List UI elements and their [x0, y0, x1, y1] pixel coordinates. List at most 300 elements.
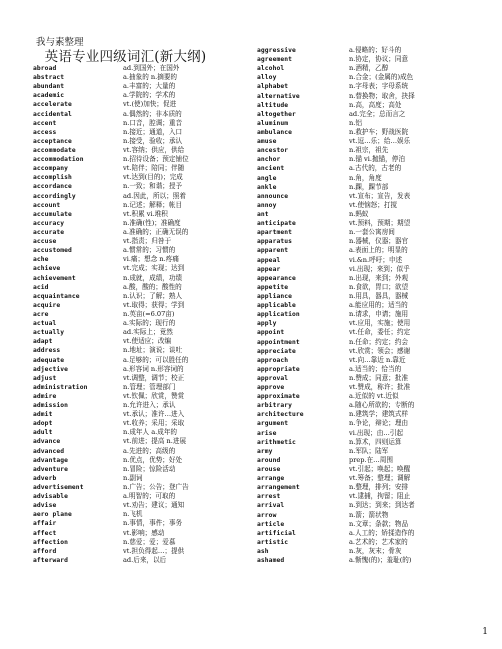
vocab-word: ash	[257, 548, 269, 556]
vocab-entry	[257, 319, 473, 328]
vocab-definition: n.蚂蚁	[349, 209, 369, 218]
vocab-word: argument	[257, 420, 289, 428]
vocab-word: administration	[33, 383, 88, 391]
vocab-word: abstract	[33, 74, 65, 82]
vocab-entry	[33, 264, 251, 273]
vocab-definition: n.事情，事件；事务	[123, 519, 183, 528]
vocab-word: approval	[257, 374, 289, 382]
vocab-entry	[33, 447, 251, 456]
vocab-word: achievement	[33, 274, 76, 282]
vocab-entry	[33, 392, 251, 401]
vocab-entry	[33, 529, 251, 538]
vocab-word: arrow	[257, 511, 277, 519]
vocab-word: acid	[33, 283, 49, 291]
vocab-word: artificial	[257, 529, 296, 537]
vocab-word: ankle	[257, 183, 277, 191]
vocab-entry	[257, 265, 473, 274]
vocab-word: admission	[33, 402, 69, 410]
vocab-entry	[33, 519, 251, 528]
vocab-entry	[257, 492, 473, 501]
vocab-definition: n.食欲，胃口；欲望	[349, 282, 409, 291]
vocab-word: appoint	[257, 329, 285, 337]
vocab-word: accordingly	[33, 192, 76, 200]
vocab-definition: n.合金；(金属的)成色	[349, 73, 414, 82]
vocab-word: agreement	[257, 56, 293, 64]
vocab-word: ant	[257, 210, 269, 218]
vocab-word: accidental	[33, 110, 72, 118]
vocab-definition: n.争论，辩论；理由	[349, 419, 409, 428]
vocab-word: accomplish	[33, 174, 72, 182]
page-number: 1	[482, 627, 488, 637]
vocab-entry	[257, 237, 473, 246]
vocab-entry	[257, 192, 473, 201]
vocab-entry	[33, 328, 251, 337]
vocab-entry	[257, 456, 473, 465]
vocab-word: arrival	[257, 502, 285, 510]
vocab-word: announce	[257, 192, 289, 200]
vocab-definition: n.准确(性)；准确度	[123, 218, 181, 227]
vocab-definition: vt.指责；归咎于	[123, 237, 172, 246]
vocab-definition: a.丰富的；大量的	[123, 82, 176, 91]
vocab-definition: n.踝，踝节部	[349, 182, 389, 191]
vocab-word: arrangement	[257, 484, 300, 492]
vocab-entry	[33, 82, 251, 91]
vocab-definition: ad.到国外；在国外	[123, 64, 180, 72]
vocab-definition: n.建筑学；建筑式样	[349, 410, 409, 419]
vocab-entry	[257, 474, 473, 483]
vocab-definition: a.人工的；矫揉造作的	[349, 528, 415, 537]
vocab-definition: a.先进的；高级的	[123, 446, 176, 455]
vocab-definition: a.准确的；正确无误的	[123, 227, 189, 236]
vocab-word: accompany	[33, 165, 69, 173]
vocab-definition: n.祖宗，祖先	[349, 146, 389, 155]
vocab-word: anticipate	[257, 220, 296, 228]
vocab-word: alphabet	[257, 83, 289, 91]
vocab-word: accumulate	[33, 210, 72, 218]
vocab-word: appreciate	[257, 347, 296, 355]
vocab-entry	[33, 419, 251, 428]
vocab-definition: vt.达到(目的)；完成	[123, 173, 183, 182]
vocab-word: adequate	[33, 356, 65, 364]
vocab-definition: n.灰，灰末；骨灰	[349, 547, 402, 556]
vocab-definition: a.随心所欲的；专断的	[349, 401, 415, 410]
vocab-entry	[33, 164, 251, 173]
vocab-definition: n.字母表；字母系统	[349, 82, 409, 91]
vocab-definition: vt.应用，实施；使用	[349, 319, 411, 328]
vocab-definition: vt.钦佩；欣赏，赞赏	[123, 391, 185, 400]
vocab-definition: vt.使恼怒；打搅	[349, 200, 398, 209]
vocab-word: amuse	[257, 138, 277, 146]
vocab-word: approve	[257, 384, 285, 392]
vocab-entry	[257, 347, 473, 356]
vocab-word: afford	[33, 547, 57, 555]
vocab-entry	[257, 511, 473, 520]
vocab-entry	[33, 100, 251, 109]
vocab-entry	[33, 192, 251, 201]
vocab-entry	[33, 201, 251, 210]
vocab-word: accommodate	[33, 146, 76, 154]
vocab-definition: n.副词	[123, 473, 143, 482]
vocab-definition: a.近似的 vt.近似	[349, 392, 399, 401]
vocab-definition: n.军队；陆军	[349, 446, 389, 455]
vocab-word: admit	[33, 411, 53, 419]
vocab-definition: n.赞成；同意；批准	[349, 373, 409, 382]
vocab-entry	[33, 128, 251, 137]
vocab-word: arise	[257, 429, 277, 437]
vocab-word: alcohol	[257, 65, 285, 73]
vocab-definition: a.实际的；现行的	[123, 319, 176, 328]
vocab-definition: a.惭愧(的)；羞耻(的)	[349, 556, 412, 565]
vocab-definition: n.到达；到来；到达者	[349, 501, 415, 510]
vocab-word: adapt	[33, 338, 53, 346]
vocab-entry	[33, 492, 251, 501]
vocab-word: academic	[33, 92, 65, 100]
vocab-word: accelerate	[33, 101, 72, 109]
vocab-word: applicable	[257, 302, 296, 310]
vocab-definition: vt.(使)加快；促进	[123, 100, 177, 109]
vocab-word: adopt	[33, 420, 53, 428]
vocab-definition: n.出现，来到；外观	[349, 273, 409, 282]
vocab-word: ache	[33, 256, 49, 264]
vocab-entry	[257, 328, 473, 337]
vocab-word: account	[33, 201, 61, 209]
vocab-word: arouse	[257, 466, 281, 474]
vocab-entry	[33, 64, 251, 73]
vocab-entry	[33, 538, 251, 547]
vocab-entry	[257, 438, 473, 447]
vocab-entry	[257, 520, 473, 529]
vocab-entry	[257, 465, 473, 474]
vocab-definition: vt.逗…乐；给…娱乐	[349, 137, 411, 146]
vocab-definition: a.惯常的；习惯的	[123, 246, 176, 255]
vocab-entry	[257, 529, 473, 538]
vocab-entry	[33, 474, 251, 483]
vocab-definition: a.足够的；可以胜任的	[123, 355, 189, 364]
vocab-entry	[257, 256, 473, 265]
vocab-word: around	[257, 456, 281, 464]
vocab-word: accommodation	[33, 156, 84, 164]
vocab-definition: n.接受，验收；承认	[123, 136, 183, 145]
vocab-word: acceptance	[33, 137, 72, 145]
vocab-word: arrest	[257, 493, 281, 501]
vocab-entry	[33, 346, 251, 355]
vocab-word: arrange	[257, 475, 285, 483]
vocab-entry	[33, 210, 251, 219]
vocab-word: advantage	[33, 456, 69, 464]
vocab-definition: n.角，角度	[349, 173, 382, 182]
vocab-definition: ad.因此，所以；照着	[123, 191, 186, 200]
vocab-entry	[257, 110, 473, 119]
vocab-word: advance	[33, 438, 61, 446]
vocab-word: admire	[33, 392, 57, 400]
vocab-entry	[257, 164, 473, 173]
vocab-entry	[257, 483, 473, 492]
vocab-word: actual	[33, 320, 57, 328]
vocab-word: achieve	[33, 265, 61, 273]
vocab-word: accuse	[33, 238, 57, 246]
vocab-entry	[257, 146, 473, 155]
vocab-entry	[33, 510, 251, 519]
vocab-word: accent	[33, 119, 57, 127]
vocab-word: advise	[33, 502, 57, 510]
vocab-entry	[257, 137, 473, 146]
vocab-definition: vt.赞成，称许；批准	[349, 383, 411, 392]
vocab-entry	[257, 174, 473, 183]
vocab-definition: a.偶然的；非本质的	[123, 109, 182, 118]
vocab-entry	[257, 228, 473, 237]
vocab-definition: n.高，高度；高处	[349, 100, 402, 109]
vocab-entry	[257, 310, 473, 319]
vocab-definition: n.任命；约定；约会	[349, 337, 409, 346]
vocab-definition: ad.实际上；竟然	[123, 328, 173, 337]
vocab-entry	[257, 274, 473, 283]
vocab-entry	[257, 73, 473, 82]
vocab-word: acre	[33, 310, 49, 318]
vocab-definition: n.记述；解释；帐目	[123, 200, 183, 209]
vocab-word: apparent	[257, 247, 289, 255]
vocab-entry	[257, 283, 473, 292]
vocab-word: annoy	[257, 201, 277, 209]
vocab-entry	[33, 255, 251, 264]
vocab-definition: n.认识；了解；熟人	[123, 291, 183, 300]
vocab-definition: vt.取得；获得；学到	[123, 300, 185, 309]
vocab-definition: vt.担负得起…；提供	[123, 546, 185, 555]
vocab-word: apparatus	[257, 238, 293, 246]
vocab-word: adjust	[33, 374, 57, 382]
vocab-entry	[33, 137, 251, 146]
vocab-definition: vt.引起；唤起；唤醒	[349, 465, 411, 474]
vocab-definition: n.优点，优势；好处	[123, 455, 183, 464]
vocab-definition: vt.前进；提高 n.进展	[123, 437, 187, 446]
vocab-entry	[257, 301, 473, 310]
vocab-entry	[257, 419, 473, 428]
vocab-entry	[257, 155, 473, 164]
vocab-entry	[33, 365, 251, 374]
vocab-word: artistic	[257, 538, 289, 546]
vocab-entry	[257, 92, 473, 101]
vocab-definition: n.替换物；取舍，抉择	[349, 91, 415, 100]
vocab-word: abundant	[33, 83, 65, 91]
vocab-definition: vi.痛；想念 n.疼痛	[123, 255, 179, 264]
vocab-entry	[257, 410, 473, 419]
vocab-entry	[33, 410, 251, 419]
vocab-entry	[33, 274, 251, 283]
header-note: 我与素整理	[36, 37, 84, 48]
vocab-entry	[33, 383, 251, 392]
vocab-entry	[33, 337, 251, 346]
vocab-definition: vt.逮捕，拘留；阻止	[349, 492, 411, 501]
vocab-word: angle	[257, 174, 277, 182]
vocab-definition: n.广告；公告；登广告	[123, 483, 189, 492]
vocab-definition: ad.完全；总而言之	[349, 109, 406, 118]
vocab-word: ancient	[257, 165, 285, 173]
vocab-word: adverb	[33, 474, 57, 482]
vocab-definition: n.算术，四则运算	[349, 437, 402, 446]
vocab-entry	[33, 301, 251, 310]
vocab-word: altitude	[257, 101, 289, 109]
vocab-word: adjective	[33, 365, 69, 373]
vocab-entry	[257, 128, 473, 137]
vocab-entry	[33, 465, 251, 474]
vocab-word: appeal	[257, 256, 281, 264]
vocab-entry	[257, 46, 473, 55]
vocab-entry	[33, 155, 251, 164]
vocab-word: accordance	[33, 183, 72, 191]
vocab-word: affair	[33, 520, 57, 528]
vocab-definition: prep.在…周围	[349, 455, 393, 464]
vocab-definition: a.适当的；恰当的	[349, 364, 402, 373]
vocab-definition: a.学院的；学术的	[123, 91, 176, 100]
vocab-definition: n.飞机	[123, 510, 143, 519]
vocab-word: advertisement	[33, 484, 84, 492]
vocab-definition: vi.出现；由…引起	[349, 428, 404, 437]
vocab-word: ancestor	[257, 147, 289, 155]
vocab-word: actually	[33, 329, 65, 337]
vocab-definition: n.冒险；惊险活动	[123, 464, 176, 473]
vocab-definition: n.酒精，乙醇	[349, 64, 389, 73]
vocab-entry	[33, 246, 251, 255]
vocab-entry	[257, 383, 473, 392]
vocab-word: altogether	[257, 110, 296, 118]
vocab-definition: a.侵略的；好斗的	[349, 46, 402, 54]
vocab-word: apartment	[257, 229, 293, 237]
vocab-word: article	[257, 520, 285, 528]
vocab-entry	[257, 119, 473, 128]
vocab-word: appetite	[257, 283, 289, 291]
vocab-word: address	[33, 347, 61, 355]
vocab-word: aero plane	[33, 511, 72, 519]
right-vocab-column	[257, 46, 473, 565]
vocab-entry	[33, 237, 251, 246]
vocab-definition: vt.完成；实现；达到	[123, 264, 185, 273]
vocab-definition: n.地址；演说；谈吐	[123, 346, 183, 355]
vocab-entry	[257, 82, 473, 91]
vocab-definition: n.管理；管理部门	[123, 382, 176, 391]
vocab-entry	[33, 292, 251, 301]
vocab-word: army	[257, 447, 273, 455]
vocab-word: appliance	[257, 292, 293, 300]
vocab-entry	[33, 428, 251, 437]
vocab-entry	[33, 110, 251, 119]
vocab-word: apply	[257, 320, 277, 328]
vocab-definition: a.抽象的 n.摘要的	[123, 73, 178, 82]
vocab-entry	[257, 401, 473, 410]
vocab-definition: ad.后来，以后	[123, 555, 167, 564]
vocab-definition: a.形容词 n.形容词的	[123, 364, 184, 373]
vocab-word: accurate	[33, 228, 65, 236]
vocab-definition: n.协定，协议；同意	[349, 55, 409, 64]
vocab-entry	[257, 374, 473, 383]
vocab-entry	[257, 365, 473, 374]
vocab-entry	[257, 356, 473, 365]
vocab-definition: n.慈爱；爱；爱慕	[123, 537, 176, 546]
vocab-definition: n.允许进入；承认	[123, 401, 176, 410]
page-title: 英语专业四级词汇(新大纲)	[44, 49, 207, 65]
vocab-definition: vi.&n.呼吁；申述	[349, 255, 403, 264]
vocab-entry	[33, 73, 251, 82]
vocab-definition: a.古代的，古老的	[349, 164, 402, 173]
vocab-entry	[33, 547, 251, 556]
vocab-word: alternative	[257, 92, 300, 100]
vocab-definition: vt.劝告；建议；通知	[123, 501, 185, 510]
vocab-word: architecture	[257, 411, 304, 419]
vocab-word: alloy	[257, 74, 277, 82]
vocab-entry	[33, 119, 251, 128]
vocab-word: access	[33, 128, 57, 136]
vocab-word: appointment	[257, 338, 300, 346]
vocab-entry	[257, 55, 473, 64]
vocab-entry	[257, 392, 473, 401]
vocab-entry	[33, 401, 251, 410]
vocab-entry	[33, 501, 251, 510]
vocab-word: appearance	[257, 274, 296, 282]
vocab-entry	[257, 447, 473, 456]
vocab-word: afterward	[33, 556, 69, 564]
vocab-entry	[257, 64, 473, 73]
vocab-entry	[257, 538, 473, 547]
vocab-entry	[33, 146, 251, 155]
vocab-definition: n.英亩(=6.07亩)	[123, 309, 175, 318]
vocab-definition: vt.筹备；整理；调解	[349, 474, 411, 483]
vocab-entry	[33, 283, 251, 292]
vocab-word: advisable	[33, 493, 69, 501]
vocab-word: arbitrary	[257, 402, 293, 410]
vocab-definition: a.能应用的；适当的	[349, 301, 408, 310]
vocab-definition: vt.任命，委任；约定	[349, 328, 411, 337]
vocab-word: arithmetic	[257, 438, 296, 446]
vocab-definition: vt.承认；准许…进入	[123, 410, 185, 419]
vocab-word: adventure	[33, 465, 69, 473]
vocab-entry	[33, 374, 251, 383]
vocab-definition: n.救护车；野战医院	[349, 127, 409, 136]
vocab-definition: n.接近；通道，入口	[123, 127, 183, 136]
vocab-entry	[257, 292, 473, 301]
vocab-entry	[33, 182, 251, 191]
vocab-word: accustomed	[33, 247, 72, 255]
vocab-entry	[257, 429, 473, 438]
vocab-word: ashamed	[257, 557, 285, 565]
vocab-definition: n.器械，仪器；器官	[349, 237, 409, 246]
vocab-definition: vt.预料，预期；期望	[349, 219, 411, 228]
vocab-definition: vt.向…靠近 n.靠近	[349, 355, 406, 364]
vocab-entry	[257, 219, 473, 228]
vocab-word: ambulance	[257, 128, 293, 136]
vocab-entry	[33, 228, 251, 237]
vocab-entry	[33, 219, 251, 228]
vocab-definition: a.酸，酸的；酸性的	[123, 282, 182, 291]
vocab-entry	[33, 319, 251, 328]
vocab-entry	[257, 183, 473, 192]
vocab-definition: n.招待设备；预定铺位	[123, 155, 189, 164]
vocab-definition: n.请求，申请；施用	[349, 310, 409, 319]
vocab-entry	[33, 556, 251, 565]
vocab-word: aggressive	[257, 47, 296, 54]
vocab-definition: a.明智的；可取的	[123, 492, 176, 501]
vocab-entry	[257, 246, 473, 255]
vocab-entry	[33, 310, 251, 319]
vocab-definition: vt.影响；感动	[123, 528, 165, 537]
vocab-entry	[257, 338, 473, 347]
vocab-definition: vt.陪伴；陪同；伴随	[123, 164, 185, 173]
vocab-word: advanced	[33, 447, 65, 455]
vocab-word: adult	[33, 429, 53, 437]
vocab-definition: a.艺术的；艺术家的	[349, 537, 408, 546]
vocab-entry	[33, 356, 251, 365]
vocab-entry	[257, 210, 473, 219]
vocab-entry	[33, 456, 251, 465]
vocab-word: affection	[33, 538, 69, 546]
vocab-definition: n.用具，器具，器械	[349, 291, 409, 300]
